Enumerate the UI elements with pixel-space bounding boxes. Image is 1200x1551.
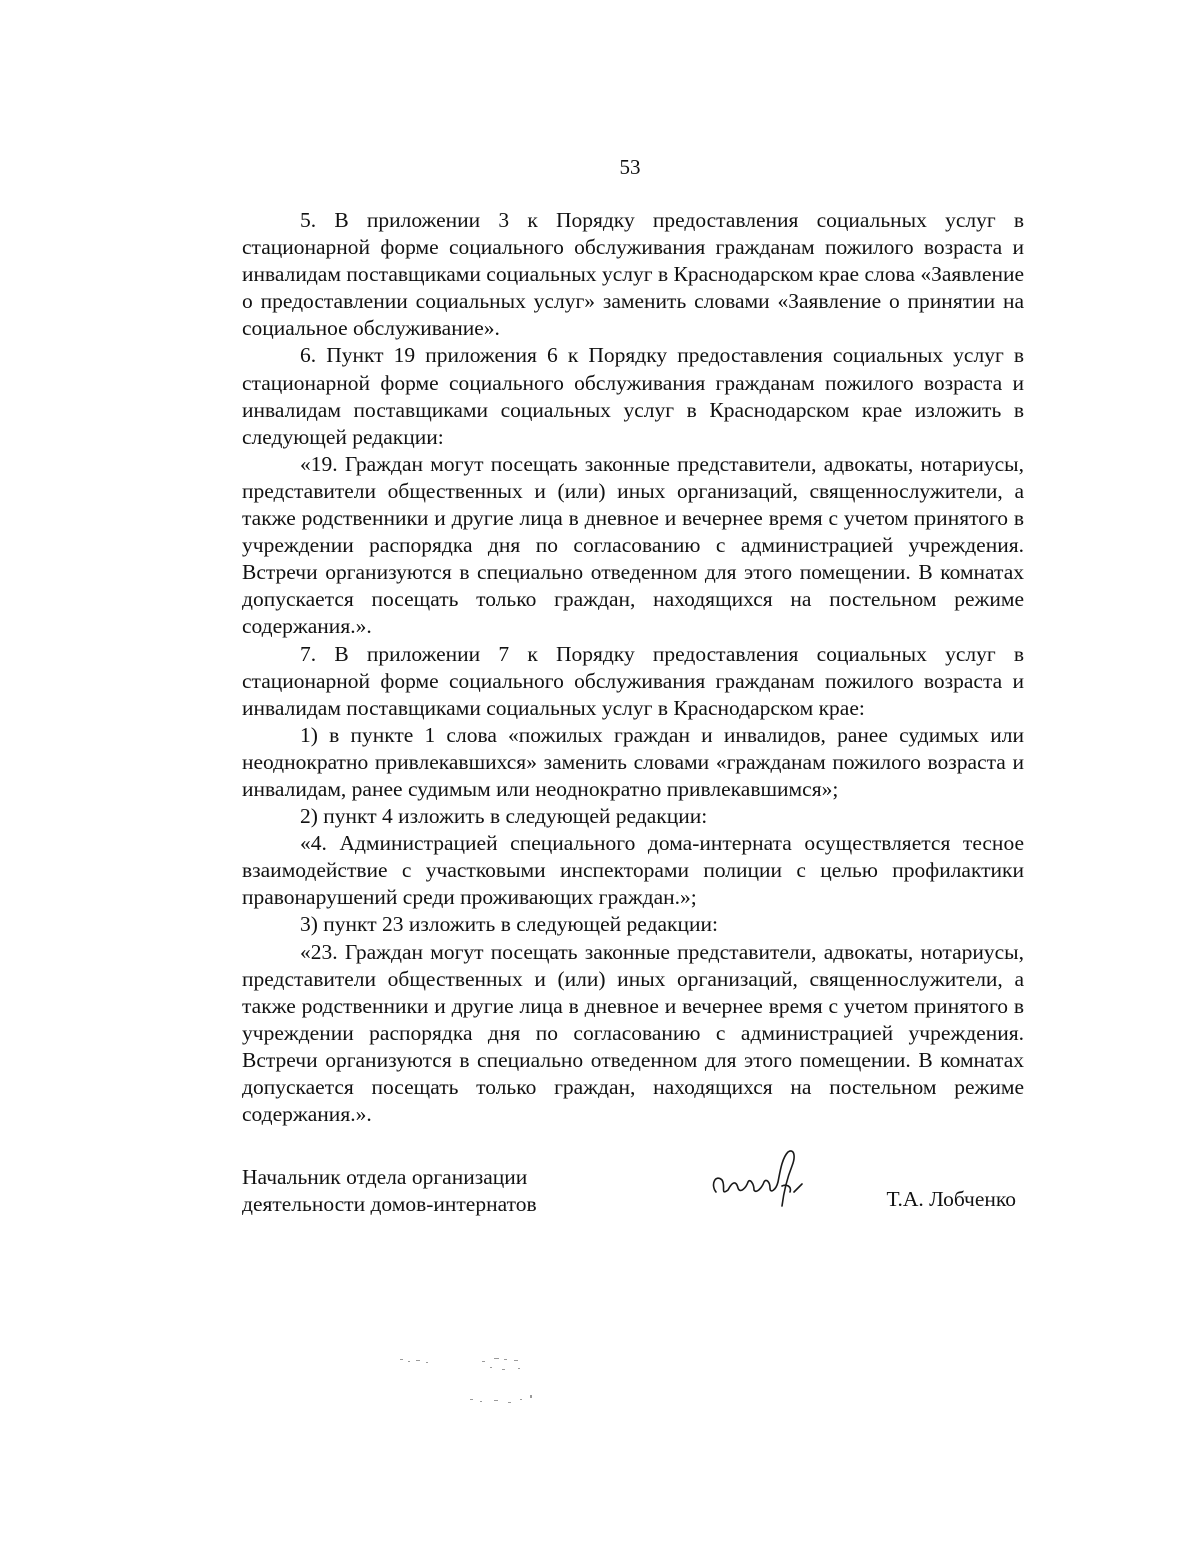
document-body [242,207,1024,1128]
paragraph-quote-23: «23. Граждан могут посещать законные представители, адвокаты, нотариусы, представители общественных и (или) иных организаций, священнослужители, а также родственники и другие лица в дневное и вечернее время с учетом принятого в учреждении распорядка дня по согласованию с администрацией учреждения. Встречи организуются в специально отведенном для этого помещении. В комнатах допускается посещать только граждан, находящихся на постельном режиме содержания.». [242,939,1024,1127]
paragraph-item-7: 7. В приложении 7 к Порядку предоставления социальных услуг в стационарной форме социального обслуживания гражданам пожилого возраста и инвалидам поставщиками социальных услуг в Краснодарском крае: [242,641,1024,720]
signatory-name: Т.А. Лобченко [886,1187,1016,1211]
signatory-position [242,1164,537,1218]
paragraph-subitem-3: 3) пункт 23 изложить в следующей редакции: [300,912,718,937]
paragraph-quote-19: «19. Граждан могут посещать законные представители, адвокаты, нотариусы, представители общественных и (или) иных организаций, священнослужители, а также родственники и другие лица в дневное и вечернее время с учетом принятого в учреждении распорядка дня по согласованию с администрацией учреждения. Встречи организуются в специально отведенном для этого помещении. В комнатах допускается посещать только граждан, находящихся на постельном режиме содержания.». [242,451,1024,639]
paragraph-quote-4: «4. Администрацией специального дома-интерната осуществляется тесное взаимодействие с участковыми инспекторами полиции с целью профилактики правонарушений среди проживающих граждан.»; [242,831,1024,910]
paragraph-item-6: 6. Пункт 19 приложения 6 к Порядку предоставления социальных услуг в стационарной форме социального обслуживания гражданам пожилого возраста и инвалидам поставщиками социальных услуг в Краснодарском крае изложить в следующей редакции: [242,343,1024,449]
signature-block [242,1164,1032,1234]
paragraph-subitem-2: 2) пункт 4 изложить в следующей редакции: [300,804,708,829]
paragraph-subitem-1: 1) в пункте 1 слова «пожилых граждан и инвалидов, ранее судимых или неоднократно привлекавшихся» заменить словами «гражданам пожилого возраста и инвалидам, ранее судимым или неоднократно привлекавшимся»; [242,722,1024,801]
signatory-position-line-1: Начальник отдела организации [242,1165,528,1189]
handwritten-signature [706,1144,816,1224]
scan-artifact [390,1355,560,1415]
page-number: 53 [619,155,641,179]
paragraph-item-5: 5. В приложении 3 к Порядку предоставления социальных услуг в стационарной форме социального обслуживания гражданам пожилого возраста и инвалидам поставщиками социальных услуг в Краснодарском крае слова «Заявление о предоставлении социальных услуг» заменить словами «Заявление о принятии на социальное обслуживание». [242,208,1024,341]
signatory-position-line-2: деятельности домов-интернатов [242,1192,537,1216]
